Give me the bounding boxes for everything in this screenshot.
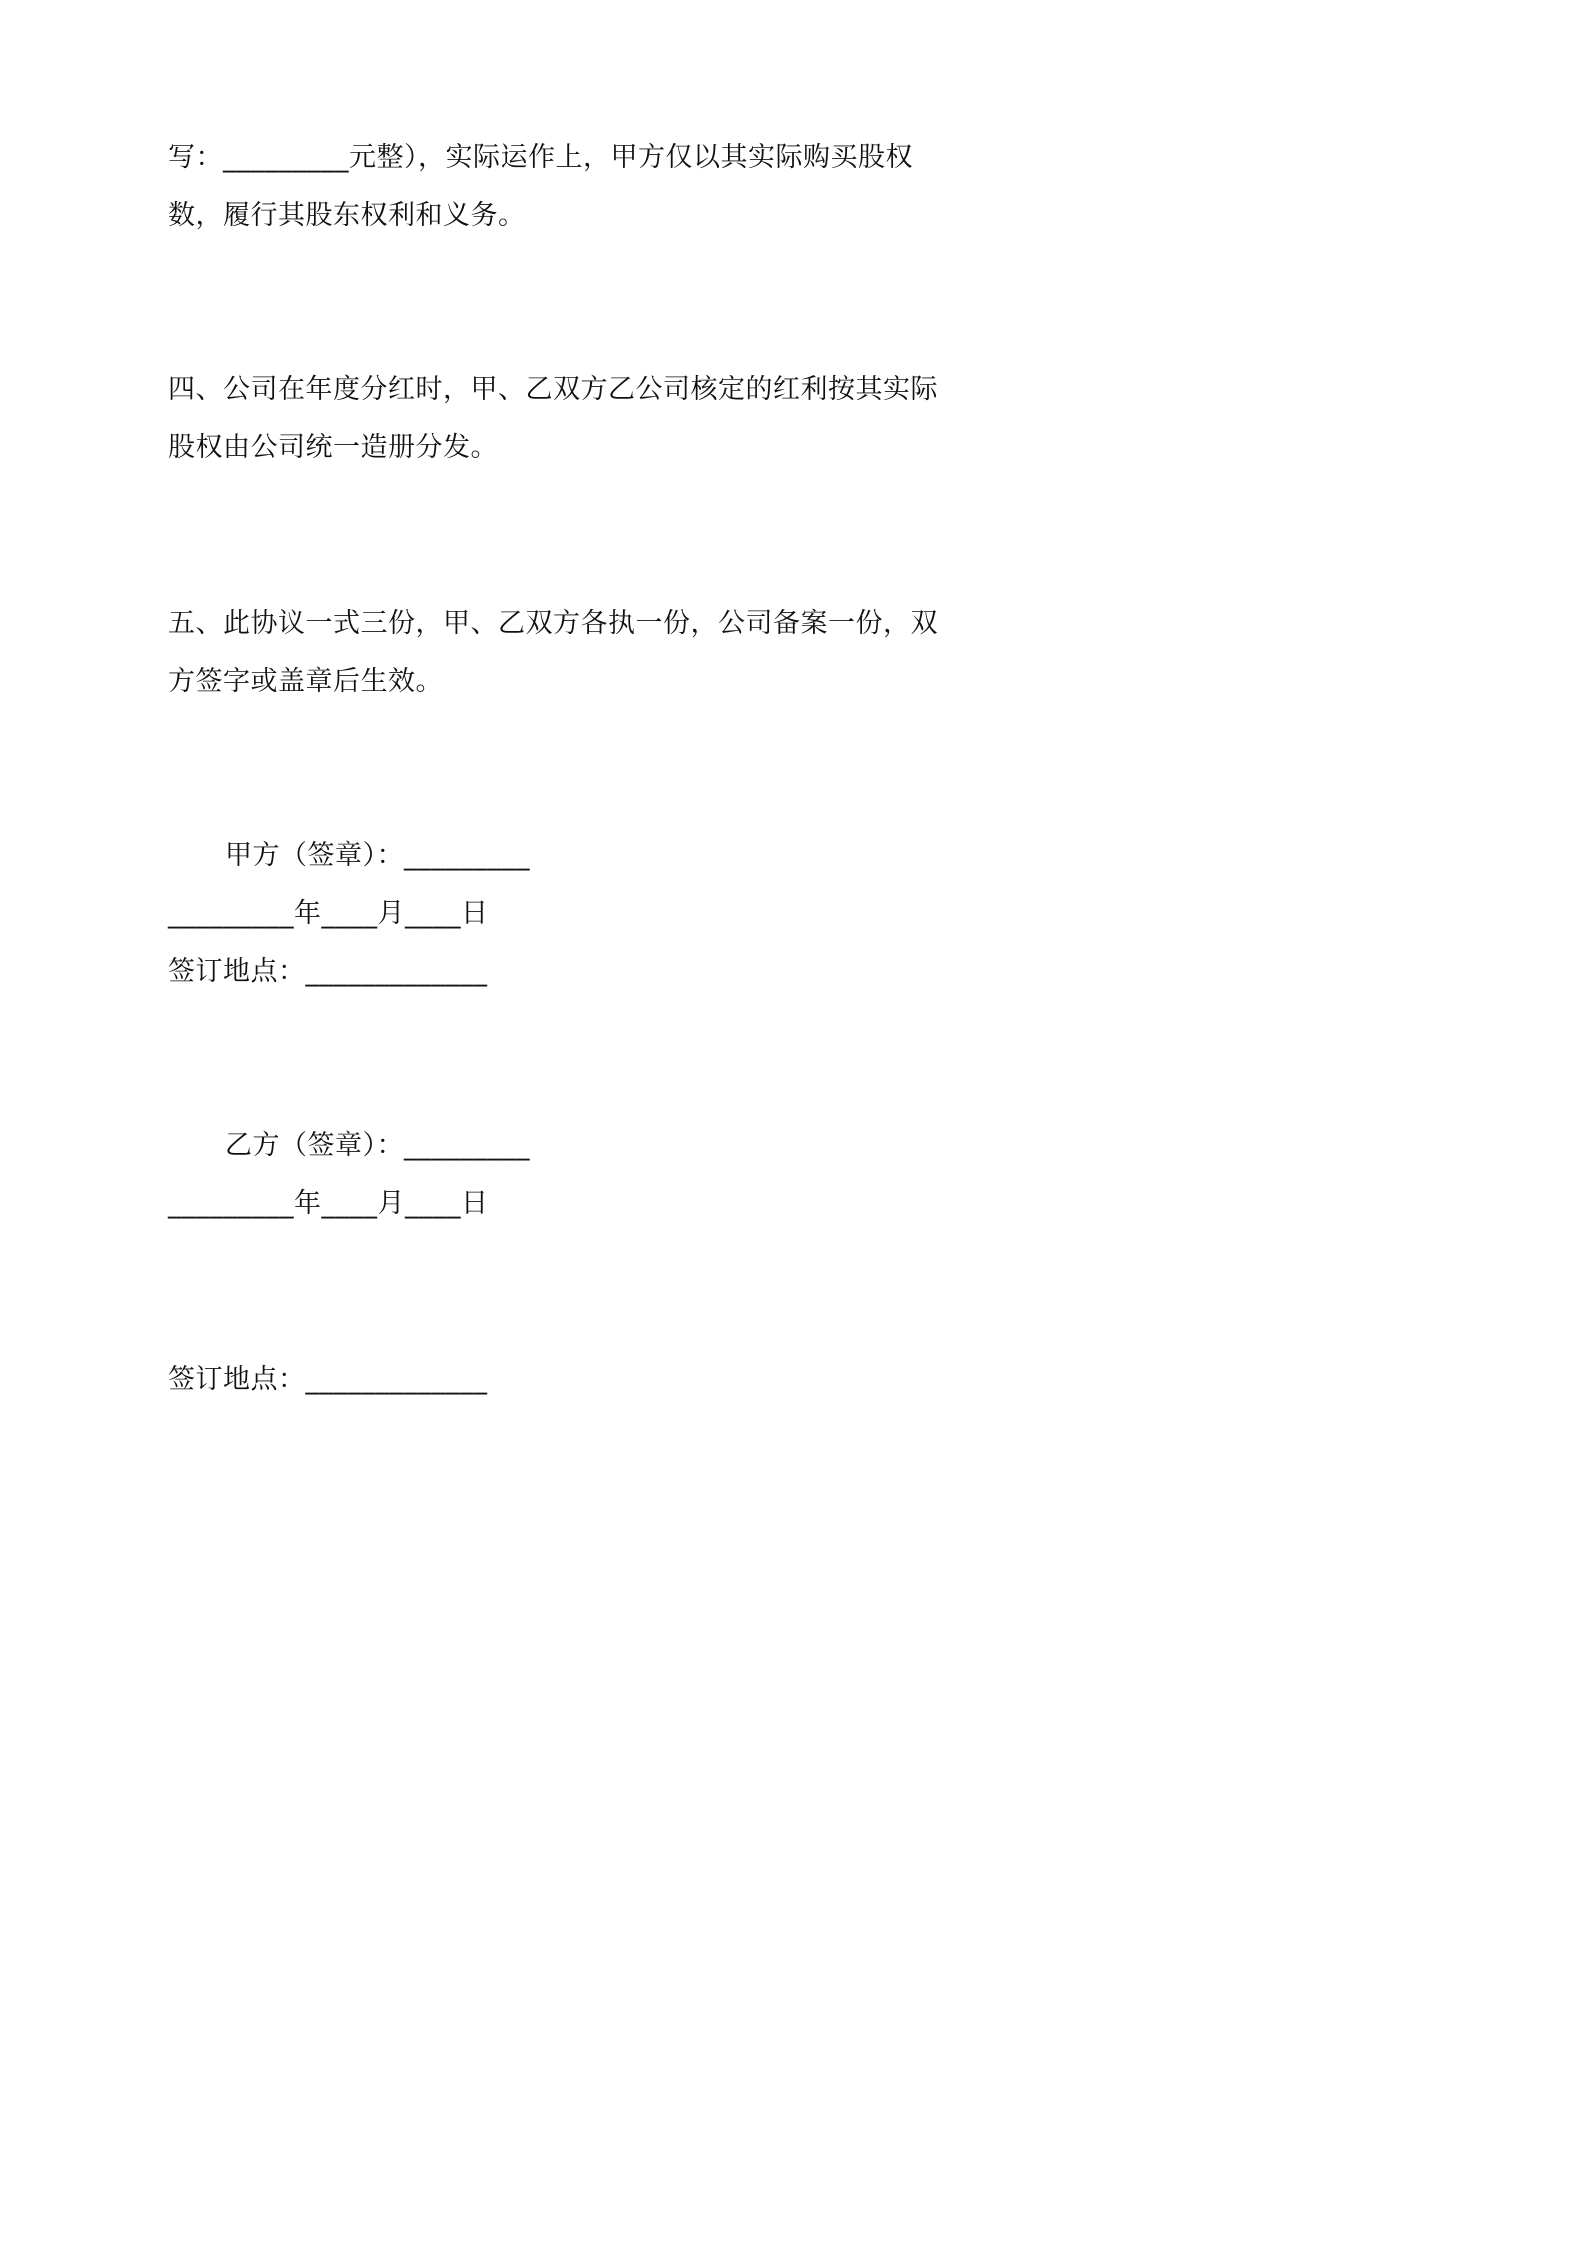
party-a-signature: 甲方（签章）：_________ bbox=[225, 840, 530, 871]
party-b-signature: 乙方（签章）：_________ bbox=[225, 1130, 530, 1161]
party-a-date: _________年____月____日 bbox=[168, 898, 489, 929]
clause-4-line-2: 股权由公司统一造册分发。 bbox=[168, 432, 498, 463]
clause-5-line-2: 方签字或盖章后生效。 bbox=[168, 666, 443, 697]
party-b-date: _________年____月____日 bbox=[168, 1188, 489, 1219]
clause-3-line-1: 写：_________元整），实际运作上，甲方仅以其实际购买股权 bbox=[168, 142, 913, 173]
party-a-place: 签订地点：_____________ bbox=[168, 956, 488, 987]
party-b-place: 签订地点：_____________ bbox=[168, 1364, 488, 1395]
clause-4-line-1: 四、公司在年度分红时，甲、乙双方乙公司核定的红利按其实际 bbox=[168, 374, 938, 405]
clause-3-line-2: 数，履行其股东权利和义务。 bbox=[168, 200, 526, 231]
clause-5-line-1: 五、此协议一式三份，甲、乙双方各执一份，公司备案一份，双 bbox=[168, 608, 938, 639]
